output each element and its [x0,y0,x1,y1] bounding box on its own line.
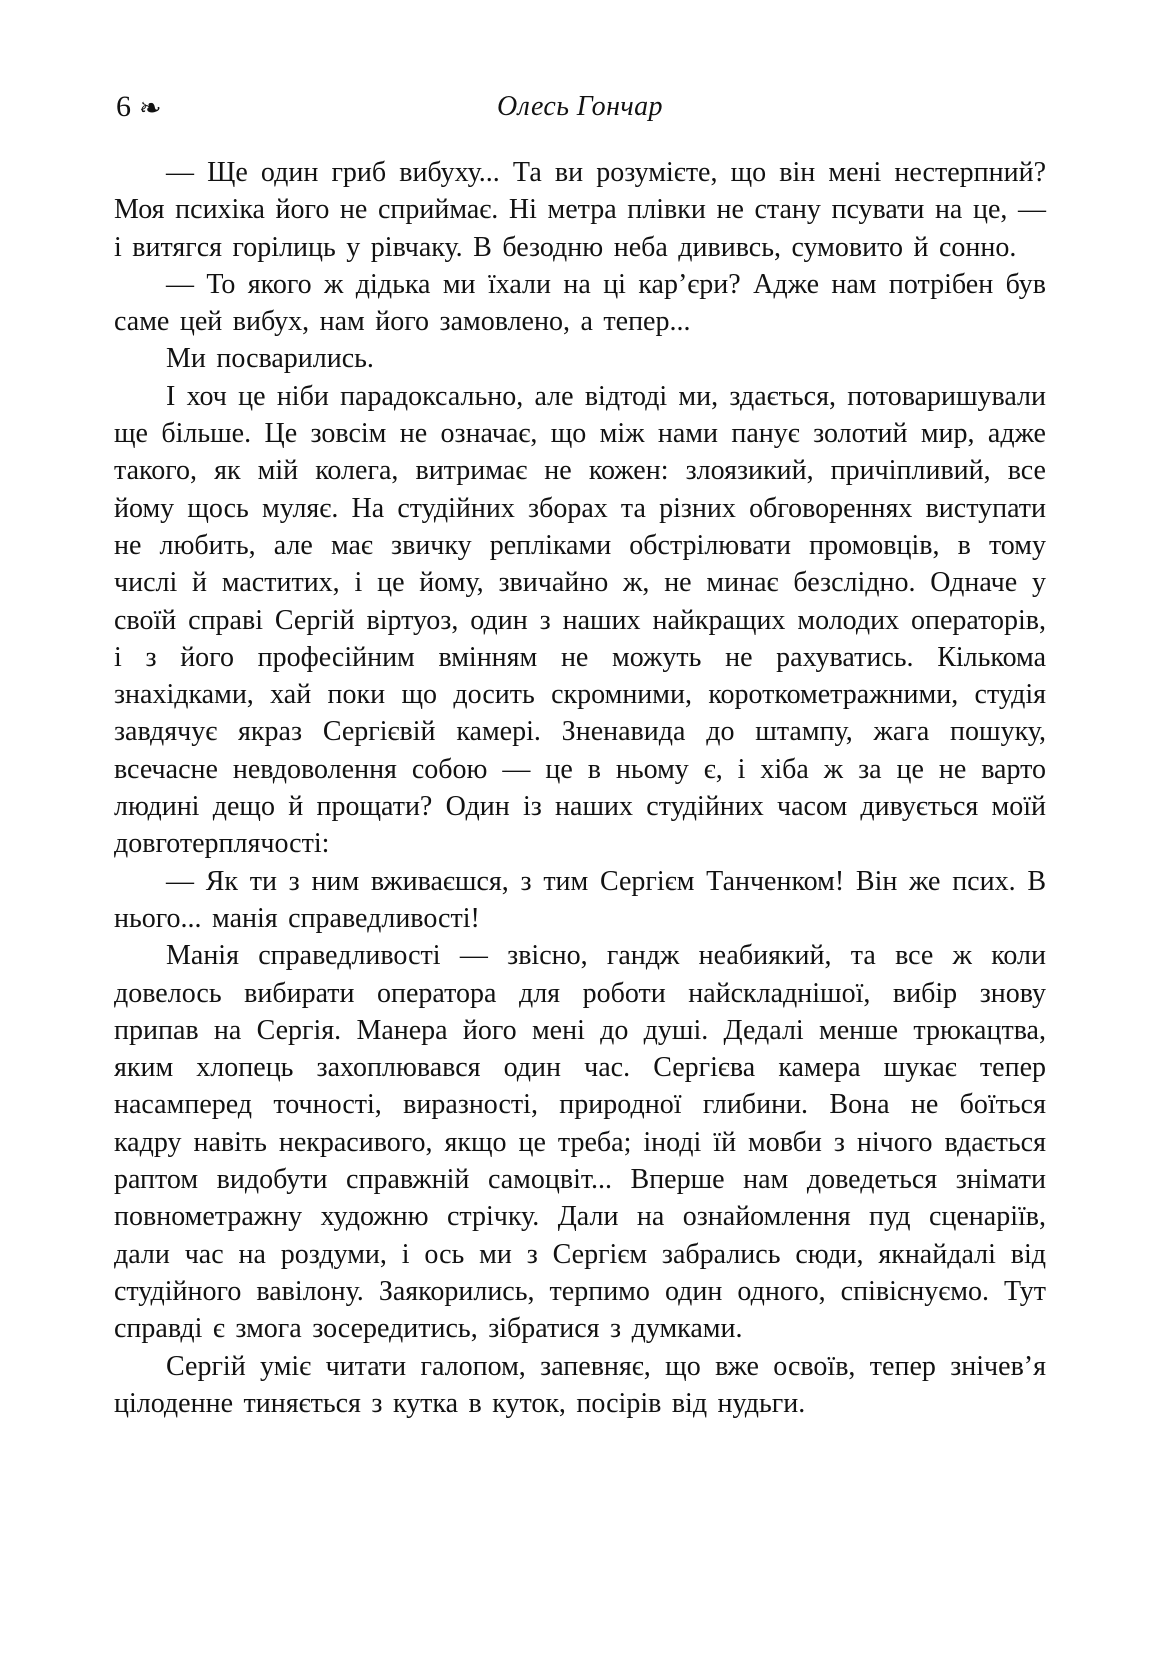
page-number: 6 [116,90,131,123]
paragraph: Сергій уміє читати галопом, запевняє, що вже освоїв, тепер знічев’я цілоденне тиняється з кутка в куток, посірів від нудьги. [114,1350,1046,1419]
paragraph: — То якого ж дідька ми їхали на ці кар’єри? Адже нам потрібен був саме цей вибух, нам його замовлено, а тепер... [114,268,1046,338]
paragraph: — Ще один гриб вибуху... Та ви розумієте, що він мені нестерпний? Моя психіка його не сприймає. Ні метра плівки не стану псувати на це, — і витягся горілиць у рівчаку. В безодню неба дививсь, сумовито й сонно. [114,157,1046,263]
page-header [114,90,1046,132]
running-title: Олесь Гончар [497,91,663,122]
paragraph: — Як ти з ним вживаєшся, з тим Сергієм Танченком! Він же псих. В нього... манія справедливості! [114,865,1046,934]
paragraph: І хоч це ніби парадоксально, але відтоді ми, здається, потоваришували ще більше. Це зовсім не означає, що між нами панує золотий мир, адже такого, як мій колега, витримає не кожен: злоязикий, причіпливий, все йому щось муляє. На студійних зборах та різних обговореннях виступати не любить, але має звичку репліками обстрілювати промовців, в тому числі й маститих, і це йому, звичайно ж, не минає безслідно. Одначе у своїй справі Сергій віртуоз, один з наших найкращих молодих операторів, і з його професійним вмінням не можуть не рахуватись. Кількома знахідками, хай поки що досить скромними, короткометражними, студія завдячує якраз Сергієвій камері. Зненавида до штампу, жага пошуку, всечасне невдоволення собою — це в ньому є, і хіба ж за це не варто людині дещо й прощати? Один із наших студійних часом дивується моїй довготерплячості: [114,380,1046,860]
paragraph: Манія справедливості — звісно, гандж неабиякий, та все ж коли довелось вибирати оператора для роботи найскладнішої, вибір знову припав на Сергія. Манера його мені до душі. Дедалі менше трюкацтва, яким хлопець захоплювався один час. Сергієва камера шукає тепер насамперед точності, виразності, природної глибини. Вона не боїться кадру навіть некрасивого, якщо це треба; іноді їй мовби з нічого вдається раптом видобути справжній самоцвіт... Вперше нам доведеться знімати повнометражну художню стрічку. Дали на ознайомлення пуд сценаріїв, дали час на роздуми, і ось ми з Сергієм забрались сюди, якнайдалі від студійного вавілону. Заякорились, терпимо один одного, співіснуємо. Тут справді є змога зосередитись, зібратися з думками. [114,940,1046,1345]
fleuron-ornament-icon: ❧ [139,93,162,123]
body-text [114,154,1046,1422]
paragraph: Ми посварились. [166,343,374,375]
page-number-group [116,90,162,124]
